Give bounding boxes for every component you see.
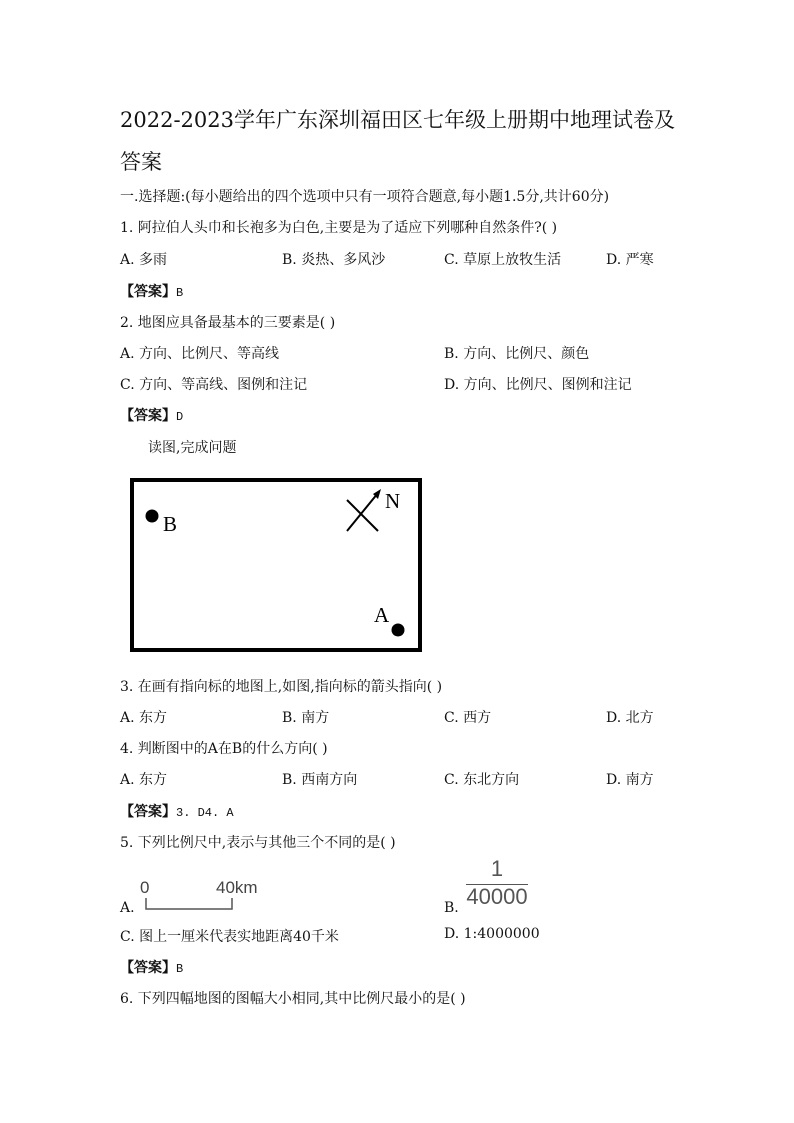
question-5-stem: 5. 下列比例尺中,表示与其他三个不同的是( ) xyxy=(120,835,396,851)
answer-label: 【答案】 xyxy=(120,408,176,424)
question-5-option-b: B. xyxy=(444,900,459,916)
answer-label: 【答案】 xyxy=(120,804,176,820)
question-1-option-c: C. 草原上放牧生活 xyxy=(444,252,562,268)
answer-value: 3. D4. A xyxy=(176,806,234,820)
page-title: 2022-2023学年广东深圳福田区七年级上册期中地理试卷及 xyxy=(120,108,675,132)
question-3-4-answer xyxy=(120,801,234,821)
north-label: N xyxy=(385,489,401,513)
fraction-numerator: 1 xyxy=(490,856,504,881)
question-4-option-b: B. 西南方向 xyxy=(282,772,358,788)
answer-value: B xyxy=(176,286,184,300)
answer-value: D xyxy=(176,410,184,424)
answer-label: 【答案】 xyxy=(120,960,176,976)
question-1-option-b: B. 炎热、多风沙 xyxy=(282,252,386,268)
point-b-marker xyxy=(146,510,159,523)
question-5-option-c: C. 图上一厘米代表实地距离40千米 xyxy=(120,929,339,945)
figure-intro: 读图,完成问题 xyxy=(148,440,237,456)
scale-bar-end-label: 40km xyxy=(216,878,258,897)
question-3-option-b: B. 南方 xyxy=(282,710,330,726)
point-b-label: B xyxy=(163,512,178,536)
question-4-stem: 4. 判断图中的A在B的什么方向( ) xyxy=(120,741,328,757)
section-heading: 一.选择题:(每小题给出的四个选项中只有一项符合题意,每小题1.5分,共计60分) xyxy=(120,189,610,205)
scale-bar-graphic xyxy=(144,896,236,912)
question-2-answer xyxy=(120,405,183,425)
answer-value: B xyxy=(176,962,184,976)
question-3-option-c: C. 西方 xyxy=(444,710,492,726)
question-4-option-a: A. 东方 xyxy=(120,772,168,788)
question-2-option-b: B. 方向、比例尺、颜色 xyxy=(444,346,590,362)
fraction-denominator: 40000 xyxy=(466,884,528,909)
question-1-answer xyxy=(120,281,183,301)
question-1-stem: 1. 阿拉伯人头巾和长袍多为白色,主要是为了适应下列哪种自然条件?( ) xyxy=(120,220,558,236)
question-1-option-d: D. 严寒 xyxy=(606,252,654,268)
question-6-stem: 6. 下列四幅地图的图幅大小相同,其中比例尺最小的是( ) xyxy=(120,991,466,1007)
question-2-option-a: A. 方向、比例尺、等高线 xyxy=(120,346,280,362)
question-1-option-a: A. 多雨 xyxy=(120,252,168,268)
page-title-continued: 答案 xyxy=(120,150,162,174)
question-3-option-d: D. 北方 xyxy=(606,710,654,726)
answer-label: 【答案】 xyxy=(120,284,176,300)
point-a-marker xyxy=(392,624,405,637)
question-2-stem: 2. 地图应具备最基本的三要素是( ) xyxy=(120,315,336,331)
question-2-option-d: D. 方向、比例尺、图例和注记 xyxy=(444,377,632,393)
point-a-label: A xyxy=(374,603,390,627)
question-5-answer xyxy=(120,957,183,977)
scale-bar-start-label: 0 xyxy=(140,878,150,897)
question-5-option-a: A. xyxy=(120,900,135,916)
question-3-stem: 3. 在画有指向标的地图上,如图,指向标的箭头指向( ) xyxy=(120,679,443,695)
question-4-option-c: C. 东北方向 xyxy=(444,772,520,788)
question-3-option-a: A. 东方 xyxy=(120,710,168,726)
north-arrow-icon xyxy=(347,489,381,531)
question-2-option-c: C. 方向、等高线、图例和注记 xyxy=(120,377,308,393)
map-figure xyxy=(128,476,424,654)
question-5-option-d: D. 1:4000000 xyxy=(444,926,540,942)
question-4-option-d: D. 南方 xyxy=(606,772,654,788)
